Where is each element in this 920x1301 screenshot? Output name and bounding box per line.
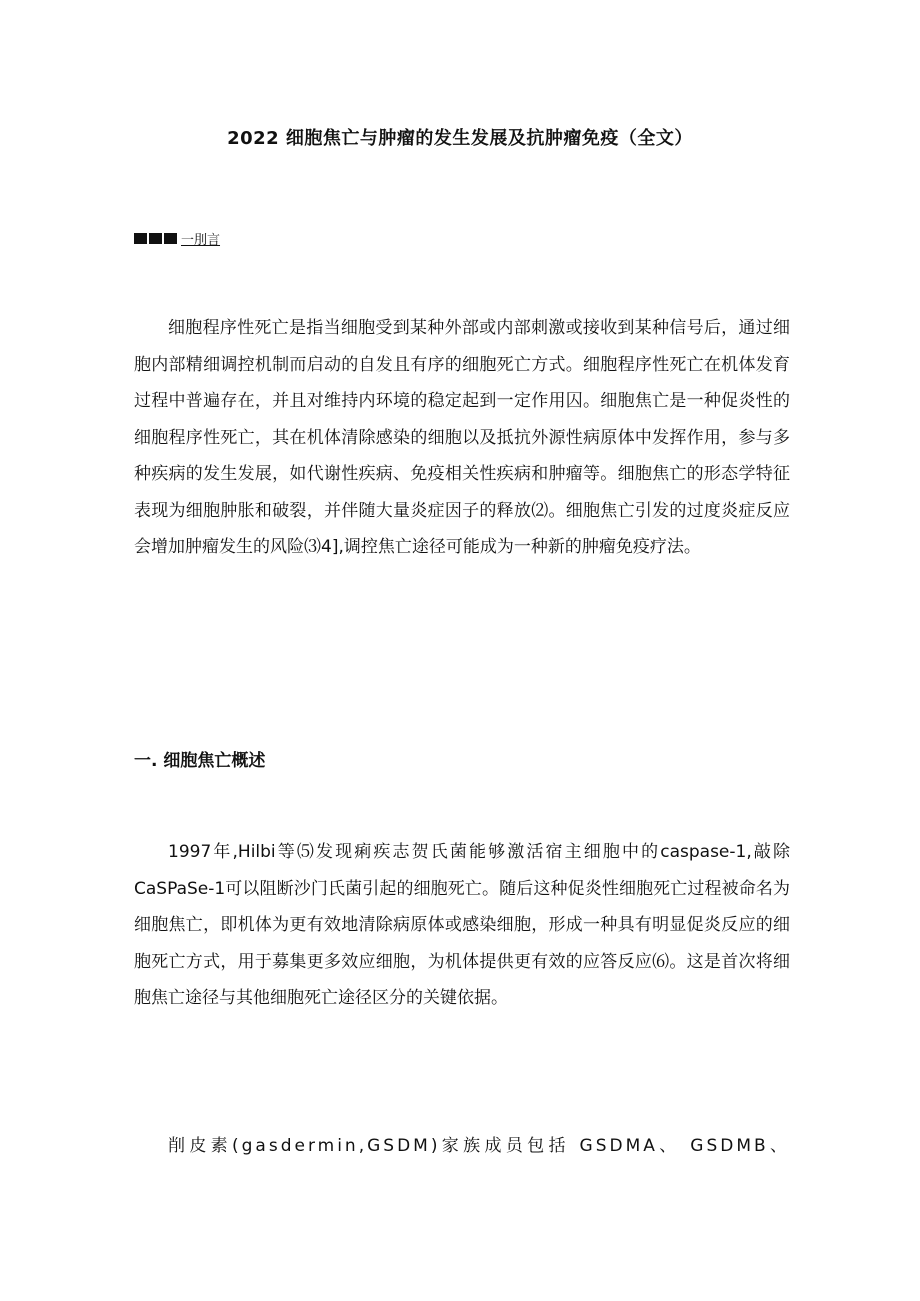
redaction-block (134, 233, 147, 244)
document-title: 2022 细胞焦亡与肿瘤的发生发展及抗肿瘤免疫（全文） (227, 128, 693, 149)
redaction-block (149, 233, 162, 244)
section-heading: 一. 细胞焦亡概述 (134, 751, 266, 771)
body-paragraph: 细胞程序性死亡是指当细胞受到某种外部或内部刺激或接收到某种信号后，通过细胞内部精细调控机制而启动的自发且有序的细胞死亡方式。细胞程序性死亡在机体发育过程中普遍存在，并且对维持内环境的稳定起到一定作用囚。细胞焦亡是一种促炎性的细胞程序性死亡，其在机体清除感染的细胞以及抵抗外源性病原体中发挥作用，参与多种疾病的发生发展，如代谢性疾病、免疫相关性疾病和肿瘤等。细胞焦亡的形态学特征表现为细胞肿胀和破裂，并伴随大量炎症因子的释放⑵。细胞焦亡引发的过度炎症反应会增加肿瘤发生的风险⑶4],调控焦亡途径可能成为一种新的肿瘤免疫疗法。 (134, 318, 790, 557)
body-paragraph: 1997年,Hilbi等⑸发现痢疾志贺氏菌能够激活宿主细胞中的caspase-1,敲除CaSPaSe-1可以阻断沙门氏菌引起的细胞死亡。随后这种促炎性细胞死亡过程被命名为细胞焦亡，即机体为更有效地清除病原体或感染细胞，形成一种具有明显促炎反应的细胞死亡方式，用于募集更多效应细胞，为机体提供更有效的应答反应⑹。这是首次将细胞焦亡途径与其他细胞死亡途径区分的关键依据。 (134, 842, 790, 1008)
preface-label: 一刖言 (181, 233, 221, 248)
preface-marker (134, 229, 220, 248)
body-paragraph: 削皮素(gasdermin,GSDM)家族成员包括 GSDMA、 GSDMB、 (168, 1136, 790, 1156)
redaction-block (164, 233, 177, 244)
